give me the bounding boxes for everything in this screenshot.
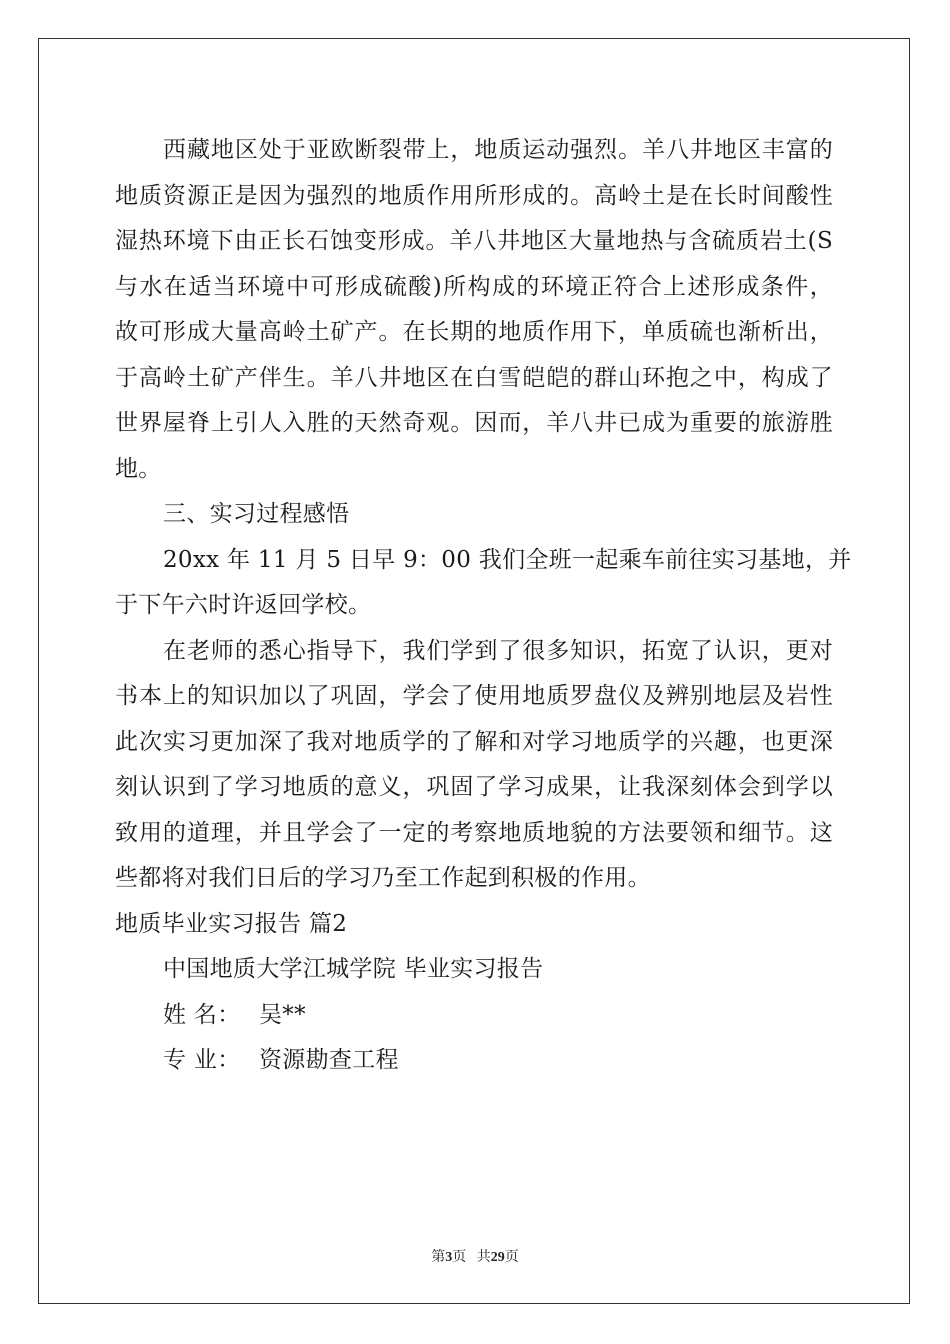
report-title: 地质毕业实习报告 篇2	[115, 910, 348, 937]
name-field	[115, 993, 833, 1039]
text-line: 与水在适当环境中可形成硫酸)所构成的环境正符合上述形成条件，	[115, 273, 833, 300]
text-line: 些都将对我们日后的学习乃至工作起到积极的作用。	[115, 865, 651, 891]
text-line: 此次实习更加深了我对地质学的了解和对学习地质学的兴趣，也更深	[115, 728, 833, 755]
text-line: 湿热环境下由正长石蚀变形成。羊八井地区大量地热与含硫质岩土(S	[115, 228, 833, 254]
footer-suffix: 页	[504, 1250, 519, 1265]
text-line: 西藏地区处于亚欧断裂带上，地质运动强烈。羊八井地区丰富的	[163, 137, 833, 163]
text-line: 书本上的知识加以了巩固，学会了使用地质罗盘仪及辨别地层及岩性	[115, 683, 833, 709]
page-footer	[0, 1246, 950, 1266]
text-line: 故可形成大量高岭土矿产。在长期的地质作用下，单质硫也渐析出，	[115, 319, 833, 345]
text-line: 于高岭土矿产伴生。羊八井地区在白雪皑皑的群山环抱之中，构成了	[115, 364, 833, 391]
current-page-number: 3	[445, 1250, 453, 1265]
text-line: 于下午六时许返回学校。	[115, 592, 372, 618]
text-line: 20xx 年 11 月 5 日早 9：00 我们全班一起乘车前往实习基地，并	[163, 546, 852, 573]
paragraph-reflection	[115, 629, 833, 902]
name-label: 姓 名：	[163, 1001, 241, 1028]
total-pages-number: 29	[490, 1250, 505, 1265]
text-line: 地。	[115, 455, 162, 482]
school-line: 中国地质大学江城学院 毕业实习报告	[163, 956, 544, 982]
text-line: 在老师的悉心指导下，我们学到了很多知识，拓宽了认识，更对	[163, 637, 833, 664]
text-line: 致用的道理，并且学会了一定的考察地质地貌的方法要领和细节。这	[115, 819, 833, 846]
text-line: 地质资源正是因为强烈的地质作用所形成的。高岭土是在长时间酸性	[115, 182, 833, 209]
name-value: 吴**	[259, 1001, 306, 1028]
major-value: 资源勘查工程	[259, 1047, 399, 1073]
major-field	[115, 1038, 833, 1084]
major-label: 专 业：	[163, 1047, 241, 1073]
paragraph-field-trip	[115, 538, 852, 629]
footer-mid: 页 共	[452, 1250, 491, 1265]
section-heading: 三、实习过程感悟	[163, 501, 350, 527]
text-line: 世界屋脊上引人入胜的天然奇观。因而，羊八井已成为重要的旅游胜	[115, 410, 833, 436]
document-body	[115, 128, 852, 1084]
footer-prefix: 第	[431, 1250, 446, 1265]
paragraph-geology-tibet	[115, 128, 833, 492]
text-line: 刻认识到了学习地质的意义，巩固了学习成果，让我深刻体会到学以	[115, 774, 833, 800]
